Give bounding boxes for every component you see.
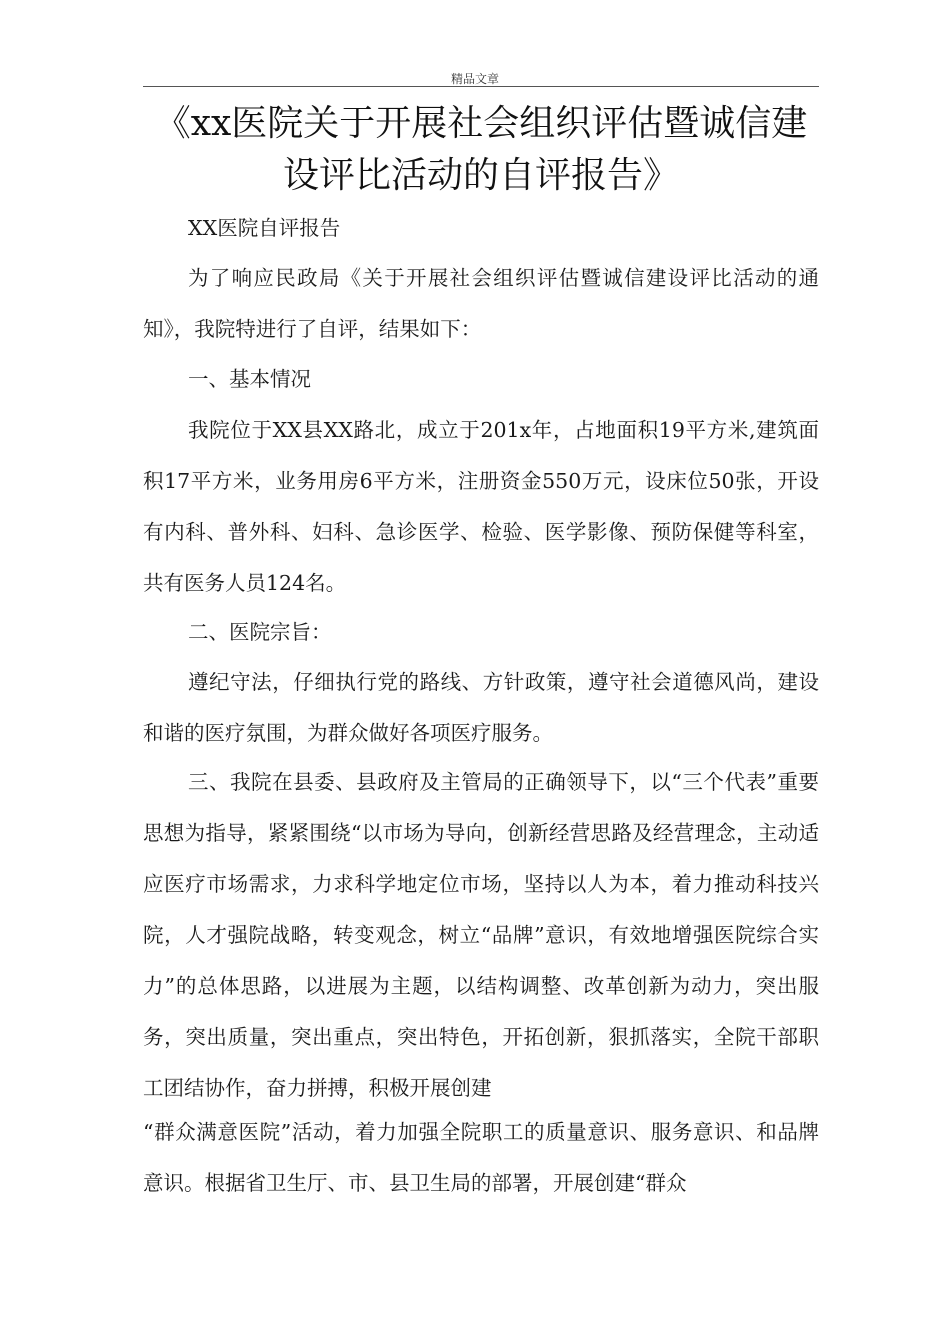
basic-info-paragraph: 我院位于XX县XX路北，成立于201x年，占地面积19平方米,建筑面积17平方米，业务用房6平方米，注册资金550万元，设床位50张，开设有内科、普外科、妇科、急诊医学、检验、医学影像、预防保健等科室，共有医务人员124名。 xyxy=(143,418,819,595)
continuation-paragraph: “群众满意医院”活动，着力加强全院职工的质量意识、服务意识、和品牌意识。根据省卫生厅、市、县卫生局的部署，开展创建“群众 xyxy=(143,1120,819,1195)
section-three-paragraph: 三、我院在县委、县政府及主管局的正确领导下，以“三个代表”重要思想为指导，紧紧围绕“以市场为导向，创新经营思路及经营理念，主动适应医疗市场需求，力求科学地定位市场，坚持以人为本，着力推动科技兴院，人才强院战略，转变观念，树立“品牌”意识，有效地增强医院综合实力”的总体思路，以进展为主题，以结构调整、改革创新为动力，突出服务，突出质量，突出重点，突出特色，开拓创新，狠抓落实，全院干部职工团结协作，奋力拼搏，积极开展创建 xyxy=(143,770,819,1100)
purpose-paragraph: 遵纪守法，仔细执行党的路线、方针政策，遵守社会道德风尚，建设和谐的医疗氛围，为群众做好各项医疗服务。 xyxy=(143,670,819,745)
header-divider xyxy=(143,86,819,87)
document-title: 《xx医院关于开展社会组织评估暨诚信建设评比活动的自评报告》 xyxy=(154,103,808,196)
report-subtitle: XX医院自评报告 xyxy=(188,216,341,240)
page-header-label: 精品文章 xyxy=(450,72,499,86)
section-heading-basic: 一、基本情况 xyxy=(188,367,311,391)
intro-paragraph: 为了响应民政局《关于开展社会组织评估暨诚信建设评比活动的通知》，我院特进行了自评，结果如下： xyxy=(143,266,819,341)
section-heading-purpose: 二、医院宗旨： xyxy=(188,620,332,644)
